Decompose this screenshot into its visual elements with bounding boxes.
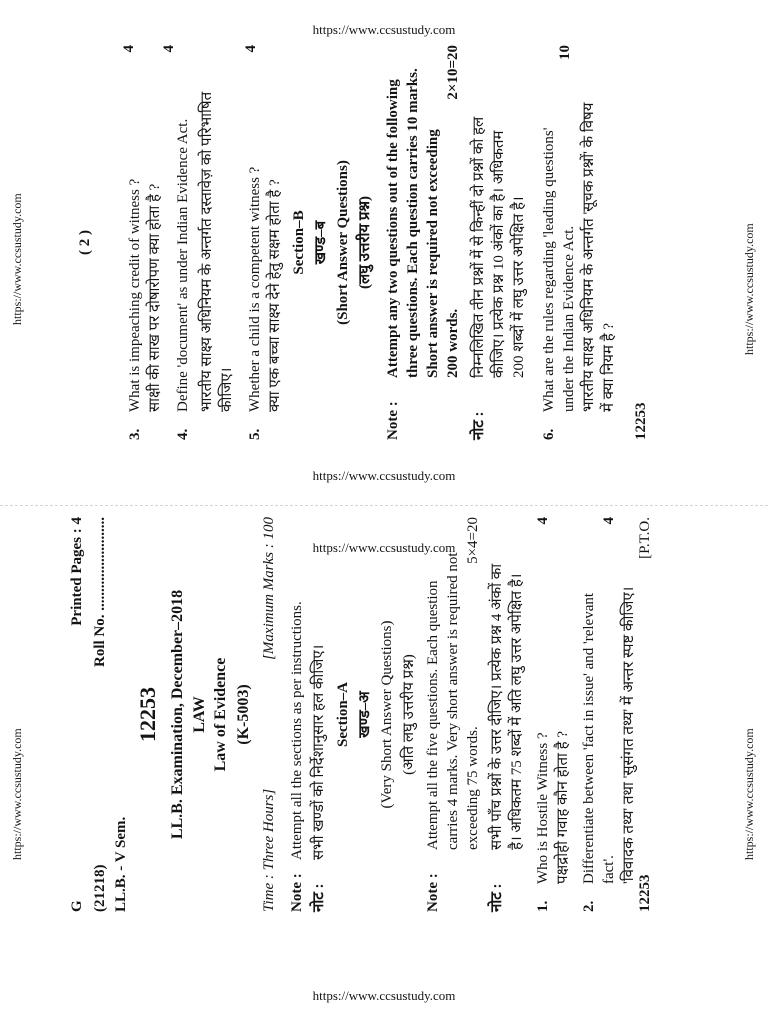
exam-page-2 [55, 45, 655, 440]
section-b-note-label: Note : [385, 401, 401, 440]
section-a-note-label: Note : [425, 873, 441, 912]
section-a-heading: Section–A [335, 682, 351, 747]
question-5-text-hi: क्या एक बच्चा साक्ष्य देने हेतु सक्षम होता है ? [267, 179, 283, 412]
series-code: G [69, 900, 85, 912]
general-note-hi-text: सभी खण्डों को निर्देशानुसार हल कीजिए। [311, 644, 327, 860]
question-6-text-hi-line-2: में क्या नियम है ? [601, 322, 617, 412]
question-2-number: 2. [581, 900, 597, 912]
general-note-hi-label: नोट : [311, 883, 327, 912]
question-4-marks: 4 [161, 45, 177, 53]
printed-pages: Printed Pages : 4 [69, 517, 85, 626]
footer-paper-code: 12253 [637, 874, 653, 912]
section-a-note-line-3: exceeding 75 words. [465, 726, 481, 850]
watermark-url-top: https://www.ccsustudy.com [312, 22, 456, 37]
paper-code: 12253 [135, 687, 160, 742]
question-6-marks: 10 [557, 45, 573, 60]
footer-paper-code-page-2: 12253 [633, 402, 649, 440]
section-b-note-line-4: 200 words. [445, 308, 461, 378]
section-b-note-hi-label: नोट : [471, 411, 487, 440]
question-4-number: 4. [175, 428, 191, 440]
exam-title: LL.B. Examination, December–2018 [169, 589, 186, 840]
section-a-type-hi: (अति लघु उत्तरीय प्रश्न) [401, 654, 417, 775]
question-6-text-hi-line-1: भारतीय साक्ष्य अधिनियम के अन्तर्गत 'सूचक प्रश्नों' के विषय [581, 102, 597, 412]
watermark-url-bottom: https://www.ccsustudy.com [312, 988, 456, 1003]
section-b-note-hi-line-2: कीजिए। प्रत्येक प्रश्न 10 अंकों का है। अधिकतम [491, 130, 507, 378]
question-1-marks: 4 [535, 517, 551, 525]
watermark-url-mid-lower: https://www.ccsustudy.com [312, 540, 456, 555]
question-5-text: Whether a child is a competent witness ? [247, 166, 263, 412]
question-4-text: Define 'document' as under Indian Evidence Act. [175, 118, 191, 412]
question-3-text-hi: साक्षी की साख पर दोषारोपण क्या होता है ? [147, 183, 163, 412]
question-6-text-line-1: What are the rules regarding 'leading questions' [541, 127, 557, 412]
section-a-note-hi-label: नोट : [489, 883, 505, 912]
paper-title: Law of Evidence [212, 657, 229, 772]
section-b-note-line-2: three questions. Each question carries 10 marks. [405, 68, 421, 378]
subject-title: LAW [191, 696, 208, 733]
page-divider [0, 505, 768, 506]
course-label: LL.B. - V Sem. [113, 816, 129, 912]
section-b-note-hi-line-1: निम्नलिखित तीन प्रश्नों में से किन्हीं दो प्रश्नों को हल [471, 116, 487, 378]
general-note-text: Attempt all the sections as per instructions. [289, 601, 305, 860]
section-a-note-hi-line-1: सभी पाँच प्रश्नों के उत्तर दीजिए। प्रत्येक प्रश्न 4 अंकों का [489, 563, 505, 850]
question-6-number: 6. [541, 428, 557, 440]
question-1-text: Who is Hostile Witness ? [535, 732, 551, 884]
section-b-heading: Section–B [291, 210, 307, 275]
section-a-heading-hi: खण्ड–अ [357, 691, 373, 738]
question-2-text-hi: 'विवादक तथ्य' तथा 'सुसंगत तथ्य' में अन्तर स्पष्ट कीजिए। [621, 586, 637, 884]
roll-number-field: Roll No. ......................... [92, 517, 108, 667]
watermark-url-side-right-upper: https://www.ccsustudy.com [742, 223, 756, 355]
paper-serial: (21218) [92, 864, 108, 912]
section-a-marks: 5×4=20 [465, 517, 481, 564]
section-a-type: (Very Short Answer Questions) [379, 620, 395, 809]
please-turn-over: [P.T.O. [637, 517, 653, 559]
question-3-marks: 4 [121, 45, 137, 53]
watermark-url-side-left-upper: https://www.ccsustudy.com [10, 193, 24, 325]
section-b-type: (Short Answer Questions) [335, 160, 351, 325]
maximum-marks: [Maximum Marks : 100 [261, 517, 277, 660]
question-6-text-line-2: under the Indian Evidence Act. [561, 225, 577, 412]
section-b-heading-hi: खण्ड–ब [313, 220, 329, 265]
question-2-marks: 4 [601, 517, 617, 525]
section-a-note-line-1: Attempt all the five questions. Each question [425, 580, 441, 850]
question-4-text-hi-line-2: कीजिए। [219, 367, 235, 412]
question-3-text: What is impeaching credit of witness ? [127, 178, 143, 412]
section-b-type-hi: (लघु उत्तरीय प्रश्न) [357, 196, 373, 289]
question-5-number: 5. [247, 428, 263, 440]
exam-page-1 [55, 517, 655, 912]
question-1-text-hi: पक्षद्रोही गवाह कौन होता है ? [555, 731, 571, 884]
question-4-text-hi-line-1: भारतीय साक्ष्य अधिनियम के अन्तर्गत दस्तावेज़ को परिभाषित [199, 91, 215, 412]
watermark-url-mid-upper: https://www.ccsustudy.com [312, 468, 456, 483]
question-5-marks: 4 [243, 45, 259, 53]
question-2-text-line-2: fact'. [601, 855, 617, 884]
watermark-url-side-left-lower: https://www.ccsustudy.com [10, 728, 24, 860]
section-b-note-hi-line-3: 200 शब्दों में लघु उत्तर अपेक्षित है। [511, 196, 527, 378]
section-b-note-line-3: Short answer is required not exceeding [425, 129, 441, 378]
exam-duration: Time : Three Hours] [261, 788, 277, 912]
watermark-url-side-right-lower: https://www.ccsustudy.com [742, 728, 756, 860]
question-1-number: 1. [535, 900, 551, 912]
question-3-number: 3. [127, 428, 143, 440]
section-a-note-line-2: carries 4 marks. Very short answer is required not [445, 552, 461, 850]
section-b-marks: 2×10=20 [445, 45, 461, 100]
section-b-note-line-1: Attempt any two questions out of the following [385, 79, 401, 378]
question-2-text-line-1: Differentiate between 'fact in issue' and 'relevant [581, 592, 597, 884]
general-note-label: Note : [289, 873, 305, 912]
paper-id: (K-5003) [235, 684, 252, 745]
page-number: ( 2 ) [77, 230, 93, 255]
section-a-note-hi-line-2: है। अधिकतम 75 शब्दों में अति लघु उत्तर अपेक्षित है। [509, 573, 525, 850]
